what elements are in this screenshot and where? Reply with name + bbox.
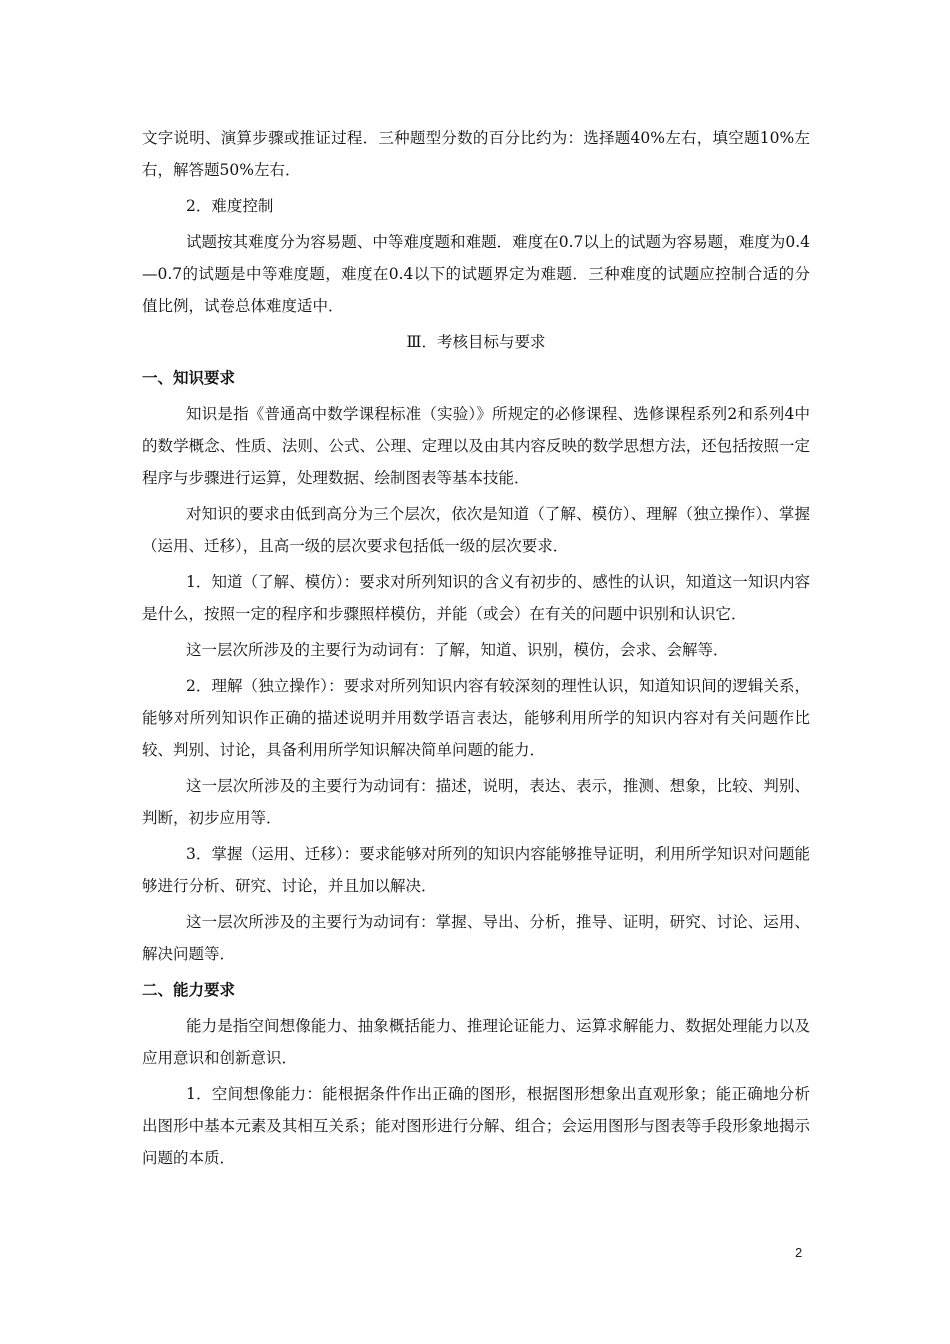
- paragraph-spatial-ability: 1．空间想像能力：能根据条件作出正确的图形，根据图形想象出直观形象；能正确地分析出图形中基本元素及其相互关系；能对图形进行分解、组合；会运用图形与图表等手段形象地揭示问题的本质．: [142, 1085, 810, 1167]
- paragraph-level-know: 1．知道（了解、模仿）：要求对所列知识的含义有初步的、感性的认识，知道这一知识内容是什么，按照一定的程序和步骤照样模仿，并能（或会）在有关的问题中识别和认识它．: [142, 573, 810, 623]
- document-body: [142, 122, 810, 1178]
- paragraph-level-know-verbs: 这一层次所涉及的主要行为动词有：了解，知道、识别，模仿，会求、会解等．: [186, 641, 729, 659]
- subheading-difficulty-control: 2．难度控制: [186, 197, 274, 215]
- paragraph-level-master: 3．掌握（运用、迁移）：要求能够对所列的知识内容能够推导证明，利用所学知识对问题能够进行分析、研究、讨论，并且加以解决．: [142, 845, 810, 895]
- heading-ability-requirements: 二、能力要求: [142, 981, 236, 999]
- paragraph-question-types: 文字说明、演算步骤或推证过程．三种题型分数的百分比约为：选择题40%左右，填空题10%左右，解答题50%左右．: [142, 129, 810, 179]
- heading-knowledge-requirements: 一、知识要求: [142, 369, 236, 387]
- paragraph-level-understand: 2．理解（独立操作）：要求对所列知识内容有较深刻的理性认识，知道知识间的逻辑关系，能够对所列知识作正确的描述说明并用数学语言表达，能够利用所学的知识内容对有关问题作比较、判别、讨论，具备利用所学知识解决简单问题的能力．: [142, 677, 810, 759]
- page-number: 2: [795, 1245, 803, 1260]
- section-title: Ⅲ．考核目标与要求: [406, 333, 546, 351]
- paragraph-difficulty: 试题按其难度分为容易题、中等难度题和难题．难度在0.7以上的试题为容易题，难度为0.4—0.7的试题是中等难度题，难度在0.4以下的试题界定为难题．三种难度的试题应控制合适的分值比例，试卷总体难度适中．: [142, 233, 810, 315]
- paragraph-knowledge-definition: 知识是指《普通高中数学课程标准（实验）》所规定的必修课程、选修课程系列2和系列4中的数学概念、性质、法则、公式、公理、定理以及由其内容反映的数学思想方法，还包括按照一定程序与步骤进行运算，处理数据、绘制图表等基本技能．: [142, 405, 810, 487]
- paragraph-ability-definition: 能力是指空间想像能力、抽象概括能力、推理论证能力、运算求解能力、数据处理能力以及应用意识和创新意识．: [142, 1017, 810, 1067]
- paragraph-knowledge-levels: 对知识的要求由低到高分为三个层次，依次是知道（了解、模仿）、理解（独立操作）、掌握（运用、迁移），且高一级的层次要求包括低一级的层次要求．: [142, 505, 810, 555]
- paragraph-level-master-verbs: 这一层次所涉及的主要行为动词有：掌握、导出、分析，推导、证明，研究、讨论、运用、解决问题等．: [142, 913, 810, 963]
- paragraph-level-understand-verbs: 这一层次所涉及的主要行为动词有：描述，说明，表达、表示，推测、想象，比较、判别、判断，初步应用等．: [142, 777, 810, 827]
